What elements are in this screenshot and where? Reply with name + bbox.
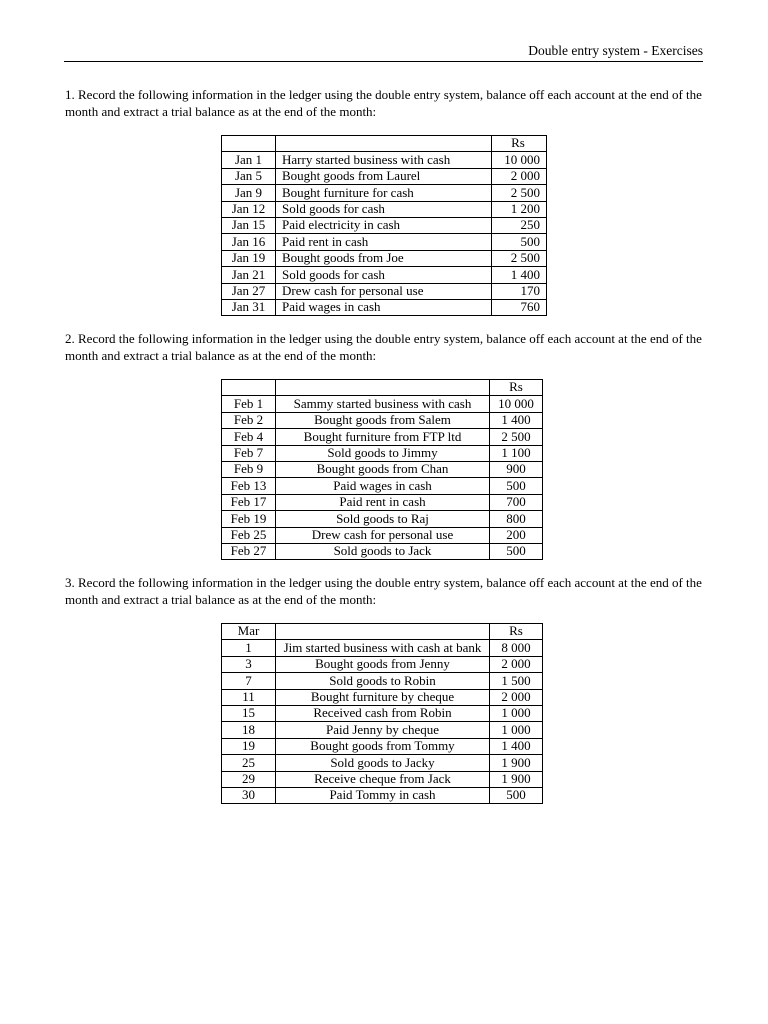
date-cell: 18 [222, 722, 276, 738]
date-cell: Feb 4 [222, 429, 276, 445]
exercise-2-table [221, 379, 543, 560]
amount-cell: 1 000 [490, 705, 543, 721]
exercise-2-instruction: 2. Record the following information in the ledger using the double entry system, balance off each account at the end of the month and extract a trial balance as at the end of the month: [65, 331, 702, 363]
description-cell: Bought goods from Tommy [276, 738, 490, 754]
date-cell: 29 [222, 771, 276, 787]
table-row [222, 299, 547, 315]
description-cell: Drew cash for personal use [276, 283, 492, 299]
date-cell: Jan 15 [222, 217, 276, 233]
exercise-2-table-body [222, 380, 543, 560]
date-cell: Feb 9 [222, 461, 276, 477]
date-cell: Jan 1 [222, 152, 276, 168]
amount-cell: 500 [492, 234, 547, 250]
date-cell: Feb 19 [222, 511, 276, 527]
amount-cell: 1 000 [490, 722, 543, 738]
date-cell: 7 [222, 673, 276, 689]
description-cell: Receive cheque from Jack [276, 771, 490, 787]
date-header-cell [222, 136, 276, 152]
exercise-3-table [221, 623, 543, 804]
description-cell: Sold goods for cash [276, 267, 492, 283]
date-cell: Jan 19 [222, 250, 276, 266]
description-cell: Paid Tommy in cash [276, 787, 490, 803]
amount-cell: 10 000 [492, 152, 547, 168]
description-cell: Bought furniture by cheque [276, 689, 490, 705]
date-cell: 11 [222, 689, 276, 705]
table-row [222, 771, 543, 787]
table-row [222, 168, 547, 184]
amount-cell: 1 900 [490, 771, 543, 787]
date-cell: Feb 25 [222, 527, 276, 543]
description-cell: Paid Jenny by cheque [276, 722, 490, 738]
description-header-cell [276, 380, 490, 396]
page-header [64, 43, 703, 62]
description-cell: Bought goods from Salem [276, 412, 490, 428]
amount-cell: 1 400 [492, 267, 547, 283]
table-row [222, 429, 543, 445]
date-cell: Jan 5 [222, 168, 276, 184]
amount-cell: 500 [490, 478, 543, 494]
amount-header-cell: Rs [492, 136, 547, 152]
description-cell: Bought goods from Laurel [276, 168, 492, 184]
amount-cell: 10 000 [490, 396, 543, 412]
description-cell: Bought goods from Jenny [276, 656, 490, 672]
amount-cell: 1 100 [490, 445, 543, 461]
exercise-1-instruction: 1. Record the following information in the ledger using the double entry system, balance off each account at the end of the month and extract a trial balance as at the end of the month: [65, 87, 702, 119]
amount-cell: 2 500 [492, 185, 547, 201]
exercise-3-instruction: 3. Record the following information in the ledger using the double entry system, balance off each account at the end of the month and extract a trial balance as at the end of the month: [65, 575, 702, 607]
amount-cell: 1 200 [492, 201, 547, 217]
amount-cell: 200 [490, 527, 543, 543]
date-cell: Jan 21 [222, 267, 276, 283]
table-header-row [222, 136, 547, 152]
date-cell: Jan 9 [222, 185, 276, 201]
table-row [222, 445, 543, 461]
exercise-1-table-body [222, 136, 547, 316]
description-cell: Received cash from Robin [276, 705, 490, 721]
description-cell: Paid wages in cash [276, 478, 490, 494]
description-cell: Paid electricity in cash [276, 217, 492, 233]
date-cell: Jan 12 [222, 201, 276, 217]
description-cell: Sold goods to Jacky [276, 755, 490, 771]
description-cell: Sammy started business with cash [276, 396, 490, 412]
table-row [222, 412, 543, 428]
amount-cell: 760 [492, 299, 547, 315]
table-row [222, 722, 543, 738]
date-cell: Feb 7 [222, 445, 276, 461]
amount-cell: 2 500 [490, 429, 543, 445]
table-row [222, 185, 547, 201]
date-cell: 25 [222, 755, 276, 771]
date-cell: 30 [222, 787, 276, 803]
exercise-3-table-body [222, 624, 543, 804]
table-row [222, 755, 543, 771]
amount-cell: 2 000 [490, 689, 543, 705]
description-cell: Bought goods from Joe [276, 250, 492, 266]
table-row [222, 705, 543, 721]
amount-cell: 900 [490, 461, 543, 477]
date-cell: Jan 31 [222, 299, 276, 315]
date-cell: Feb 13 [222, 478, 276, 494]
description-cell: Drew cash for personal use [276, 527, 490, 543]
date-cell: Feb 1 [222, 396, 276, 412]
table-row [222, 640, 543, 656]
description-cell: Jim started business with cash at bank [276, 640, 490, 656]
description-cell: Sold goods to Jack [276, 543, 490, 559]
description-cell: Paid rent in cash [276, 234, 492, 250]
amount-cell: 500 [490, 543, 543, 559]
table-row [222, 152, 547, 168]
description-header-cell [276, 624, 490, 640]
amount-header-cell: Rs [490, 380, 543, 396]
description-cell: Sold goods for cash [276, 201, 492, 217]
date-cell: Jan 16 [222, 234, 276, 250]
description-cell: Paid wages in cash [276, 299, 492, 315]
date-cell: Feb 17 [222, 494, 276, 510]
date-cell: 19 [222, 738, 276, 754]
amount-header-cell: Rs [490, 624, 543, 640]
table-row [222, 217, 547, 233]
date-cell: 15 [222, 705, 276, 721]
date-cell: Feb 27 [222, 543, 276, 559]
description-cell: Harry started business with cash [276, 152, 492, 168]
amount-cell: 1 400 [490, 412, 543, 428]
description-cell: Paid rent in cash [276, 494, 490, 510]
table-row [222, 787, 543, 803]
table-row [222, 267, 547, 283]
date-cell: 3 [222, 656, 276, 672]
description-cell: Sold goods to Robin [276, 673, 490, 689]
table-row [222, 478, 543, 494]
amount-cell: 500 [490, 787, 543, 803]
amount-cell: 2 000 [490, 656, 543, 672]
table-row [222, 689, 543, 705]
amount-cell: 800 [490, 511, 543, 527]
amount-cell: 250 [492, 217, 547, 233]
amount-cell: 2 000 [492, 168, 547, 184]
date-cell: 1 [222, 640, 276, 656]
description-cell: Bought furniture from FTP ltd [276, 429, 490, 445]
amount-cell: 2 500 [492, 250, 547, 266]
amount-cell: 1 500 [490, 673, 543, 689]
table-row [222, 283, 547, 299]
date-cell: Jan 27 [222, 283, 276, 299]
page-header-title: Double entry system - Exercises [528, 43, 703, 58]
table-row [222, 527, 543, 543]
amount-cell: 1 400 [490, 738, 543, 754]
description-cell: Bought goods from Chan [276, 461, 490, 477]
description-cell: Bought furniture for cash [276, 185, 492, 201]
table-row [222, 461, 543, 477]
table-row [222, 201, 547, 217]
amount-cell: 170 [492, 283, 547, 299]
table-row [222, 234, 547, 250]
date-header-cell [222, 380, 276, 396]
table-row [222, 656, 543, 672]
date-header-cell: Mar [222, 624, 276, 640]
table-row [222, 738, 543, 754]
amount-cell: 8 000 [490, 640, 543, 656]
table-row [222, 250, 547, 266]
description-cell: Sold goods to Raj [276, 511, 490, 527]
table-header-row [222, 624, 543, 640]
table-row [222, 511, 543, 527]
description-header-cell [276, 136, 492, 152]
description-cell: Sold goods to Jimmy [276, 445, 490, 461]
table-row [222, 543, 543, 559]
exercise-1-table [221, 135, 547, 316]
date-cell: Feb 2 [222, 412, 276, 428]
table-row [222, 396, 543, 412]
amount-cell: 700 [490, 494, 543, 510]
amount-cell: 1 900 [490, 755, 543, 771]
table-row [222, 673, 543, 689]
table-row [222, 494, 543, 510]
table-header-row [222, 380, 543, 396]
